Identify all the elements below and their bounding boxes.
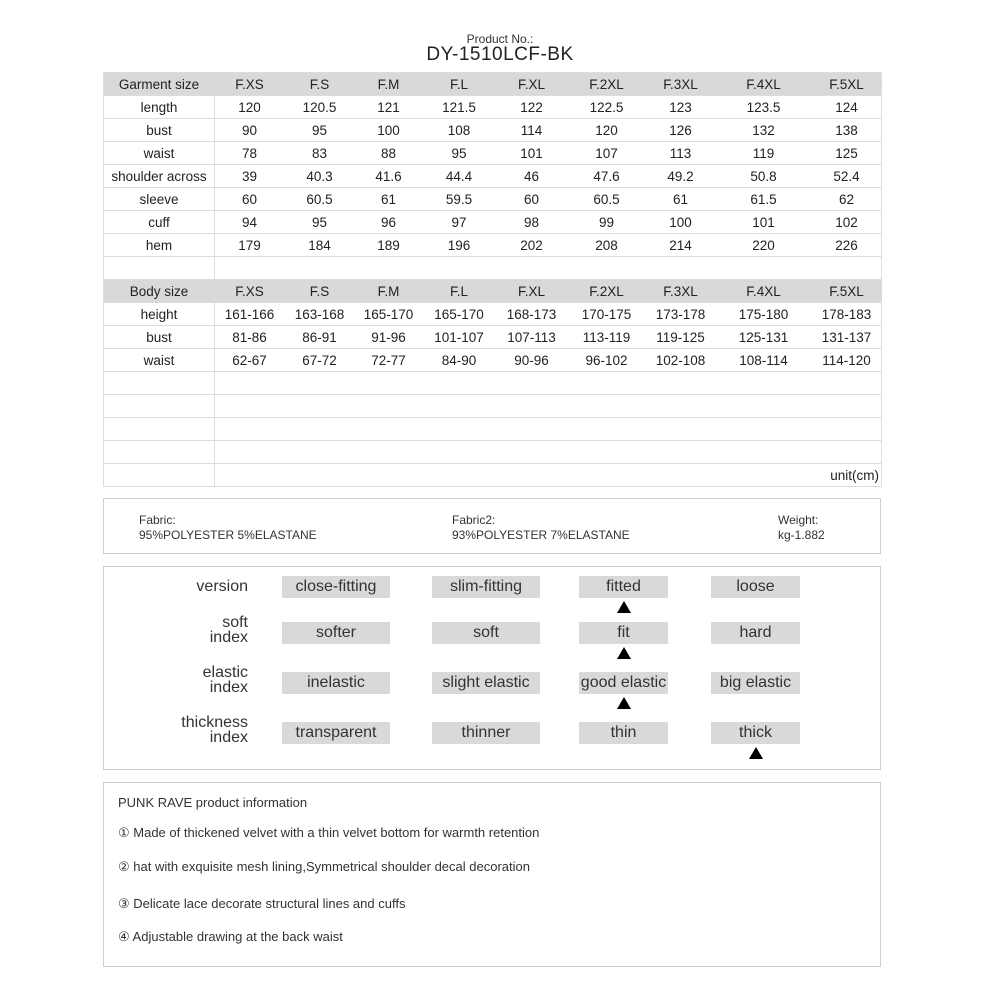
index-option: thin <box>579 722 668 744</box>
info-item: ④ Adjustable drawing at the back waist <box>118 929 343 944</box>
table-cell: 121.5 <box>423 96 496 119</box>
row-label: shoulder across <box>104 165 215 188</box>
table-cell: 165-170 <box>355 303 423 326</box>
index-option: soft <box>432 622 540 644</box>
table-cell: 132 <box>716 119 812 142</box>
index-option: big elastic <box>711 672 800 694</box>
row-label: cuff <box>104 211 215 234</box>
index-option: slight elastic <box>432 672 540 694</box>
row-label: waist <box>104 349 215 372</box>
blank-cell <box>104 441 215 464</box>
blank-cell <box>104 257 215 280</box>
blank-cell <box>215 418 882 441</box>
fabric1 <box>139 513 317 543</box>
table-cell: 100 <box>355 119 423 142</box>
table-cell: 108 <box>423 119 496 142</box>
info-item: ② hat with exquisite mesh lining,Symmetrical shoulder decal decoration <box>118 859 530 874</box>
table-cell: 101 <box>496 142 568 165</box>
table-row <box>104 142 882 165</box>
index-label-line: index <box>209 629 248 646</box>
unit-label: unit(cm) <box>215 464 882 487</box>
table-cell: 131-137 <box>812 326 882 349</box>
fabric2 <box>452 513 630 543</box>
table-cell: 163-168 <box>285 303 355 326</box>
index-option: good elastic <box>579 672 668 694</box>
table-cell: 120 <box>568 119 646 142</box>
table-header-row <box>104 280 882 303</box>
table-cell: 125 <box>812 142 882 165</box>
index-option: loose <box>711 576 800 598</box>
table-cell: 113 <box>646 142 716 165</box>
table-cell: 40.3 <box>285 165 355 188</box>
table-header-row <box>104 73 882 96</box>
table-cell: 173-178 <box>646 303 716 326</box>
index-label <box>128 615 248 645</box>
table-cell: 189 <box>355 234 423 257</box>
table-cell: 102-108 <box>646 349 716 372</box>
weight-label: Weight: <box>778 513 819 527</box>
table-cell: F.S <box>285 280 355 303</box>
table-row <box>104 165 882 188</box>
table-cell: 99 <box>568 211 646 234</box>
table-cell: 175-180 <box>716 303 812 326</box>
blank-cell <box>104 372 215 395</box>
table-cell: 91-96 <box>355 326 423 349</box>
table-cell: 59.5 <box>423 188 496 211</box>
table-cell: F.XS <box>215 280 285 303</box>
index-label <box>128 665 248 695</box>
table-cell: 84-90 <box>423 349 496 372</box>
index-option: thick <box>711 722 800 744</box>
index-label-line: version <box>196 578 248 595</box>
table-cell: 123.5 <box>716 96 812 119</box>
table-row <box>104 211 882 234</box>
table-cell: 107-113 <box>496 326 568 349</box>
table-cell: 62-67 <box>215 349 285 372</box>
fabric1-label: Fabric: <box>139 513 176 527</box>
index-label-line: soft <box>222 614 248 631</box>
fabric2-value: 93%POLYESTER 7%ELASTANE <box>452 528 630 542</box>
info-item: ③ Delicate lace decorate structural lines and cuffs <box>118 896 406 911</box>
table-cell: 41.6 <box>355 165 423 188</box>
table-cell: 90-96 <box>496 349 568 372</box>
table-row <box>104 188 882 211</box>
index-label <box>128 579 248 594</box>
table-blank-row <box>104 441 882 464</box>
table-cell: 98 <box>496 211 568 234</box>
row-label: Garment size <box>104 73 215 96</box>
table-cell: 113-119 <box>568 326 646 349</box>
table-cell: 100 <box>646 211 716 234</box>
table-cell: F.3XL <box>646 73 716 96</box>
index-label-line: thickness <box>181 714 248 731</box>
table-cell: 122.5 <box>568 96 646 119</box>
table-cell: F.5XL <box>812 280 882 303</box>
table-cell: 107 <box>568 142 646 165</box>
info-title: PUNK RAVE product information <box>118 795 308 810</box>
table-cell: 61 <box>355 188 423 211</box>
table-row <box>104 326 882 349</box>
table-cell: 95 <box>285 211 355 234</box>
table-cell: 61.5 <box>716 188 812 211</box>
table-cell: 62 <box>812 188 882 211</box>
table-blank-row <box>104 372 882 395</box>
table-cell: 119 <box>716 142 812 165</box>
blank-cell <box>104 418 215 441</box>
table-cell: 220 <box>716 234 812 257</box>
table-cell: 39 <box>215 165 285 188</box>
table-cell: 138 <box>812 119 882 142</box>
table-cell: 72-77 <box>355 349 423 372</box>
blank-cell <box>215 257 882 280</box>
table-cell: 52.4 <box>812 165 882 188</box>
table-cell: F.2XL <box>568 280 646 303</box>
selected-marker-icon <box>617 697 631 709</box>
blank-cell <box>104 464 215 487</box>
blank-cell <box>104 395 215 418</box>
table-cell: 178-183 <box>812 303 882 326</box>
table-cell: 121 <box>355 96 423 119</box>
index-option: thinner <box>432 722 540 744</box>
index-label-line: index <box>209 729 248 746</box>
index-option: close-fitting <box>282 576 390 598</box>
fabric-info-box <box>103 498 881 554</box>
table-cell: F.L <box>423 280 496 303</box>
blank-cell <box>215 395 882 418</box>
index-label-line: elastic <box>202 664 248 681</box>
table-cell: 122 <box>496 96 568 119</box>
product-number-label: Product No.: <box>466 32 534 46</box>
row-label: sleeve <box>104 188 215 211</box>
table-cell: 161-166 <box>215 303 285 326</box>
table-cell: F.5XL <box>812 73 882 96</box>
table-cell: 97 <box>423 211 496 234</box>
fabric1-value: 95%POLYESTER 5%ELASTANE <box>139 528 317 542</box>
table-cell: 226 <box>812 234 882 257</box>
fabric2-label: Fabric2: <box>452 513 496 527</box>
blank-cell <box>215 372 882 395</box>
table-row <box>104 303 882 326</box>
product-number: DY-1510LCF-BK <box>426 44 574 65</box>
weight <box>778 513 825 543</box>
table-cell: 196 <box>423 234 496 257</box>
table-cell: 214 <box>646 234 716 257</box>
table-cell: 60.5 <box>568 188 646 211</box>
fit-index-box <box>103 566 881 770</box>
table-cell: 90 <box>215 119 285 142</box>
table-cell: 61 <box>646 188 716 211</box>
table-cell: 67-72 <box>285 349 355 372</box>
row-label: bust <box>104 326 215 349</box>
table-blank-row <box>104 464 882 487</box>
row-label: length <box>104 96 215 119</box>
table-cell: F.XL <box>496 280 568 303</box>
table-cell: 96 <box>355 211 423 234</box>
table-cell: F.M <box>355 73 423 96</box>
table-blank-row <box>104 395 882 418</box>
table-cell: F.M <box>355 280 423 303</box>
table-cell: 60 <box>496 188 568 211</box>
table-cell: F.XS <box>215 73 285 96</box>
selected-marker-icon <box>749 747 763 759</box>
table-cell: 78 <box>215 142 285 165</box>
index-label-line: index <box>209 679 248 696</box>
table-row <box>104 96 882 119</box>
index-option: fitted <box>579 576 668 598</box>
table-cell: 50.8 <box>716 165 812 188</box>
index-option: softer <box>282 622 390 644</box>
table-cell: 81-86 <box>215 326 285 349</box>
table-cell: 123 <box>646 96 716 119</box>
row-label: height <box>104 303 215 326</box>
table-cell: F.3XL <box>646 280 716 303</box>
info-item: ① Made of thickened velvet with a thin velvet bottom for warmth retention <box>118 825 540 840</box>
row-label: waist <box>104 142 215 165</box>
table-cell: 202 <box>496 234 568 257</box>
table-cell: 168-173 <box>496 303 568 326</box>
table-cell: 60.5 <box>285 188 355 211</box>
table-cell: 126 <box>646 119 716 142</box>
selected-marker-icon <box>617 647 631 659</box>
product-info-box <box>103 782 881 967</box>
table-cell: 86-91 <box>285 326 355 349</box>
table-cell: 83 <box>285 142 355 165</box>
table-cell: 101 <box>716 211 812 234</box>
table-row <box>104 119 882 142</box>
table-cell: 170-175 <box>568 303 646 326</box>
table-blank-row <box>104 257 882 280</box>
table-cell: 94 <box>215 211 285 234</box>
table-row <box>104 349 882 372</box>
index-label <box>128 715 248 745</box>
table-cell: 95 <box>285 119 355 142</box>
row-label: bust <box>104 119 215 142</box>
size-table <box>103 72 882 487</box>
table-cell: 101-107 <box>423 326 496 349</box>
table-cell: 88 <box>355 142 423 165</box>
table-cell: 47.6 <box>568 165 646 188</box>
table-cell: 125-131 <box>716 326 812 349</box>
table-cell: 96-102 <box>568 349 646 372</box>
selected-marker-icon <box>617 601 631 613</box>
index-option: fit <box>579 622 668 644</box>
table-cell: 120.5 <box>285 96 355 119</box>
table-cell: 208 <box>568 234 646 257</box>
weight-value: kg-1.882 <box>778 528 825 542</box>
table-cell: 44.4 <box>423 165 496 188</box>
table-cell: 120 <box>215 96 285 119</box>
index-option: transparent <box>282 722 390 744</box>
table-cell: 49.2 <box>646 165 716 188</box>
index-option: slim-fitting <box>432 576 540 598</box>
table-cell: 46 <box>496 165 568 188</box>
table-cell: 179 <box>215 234 285 257</box>
table-cell: F.4XL <box>716 73 812 96</box>
table-cell: 114 <box>496 119 568 142</box>
table-cell: F.S <box>285 73 355 96</box>
table-cell: 114-120 <box>812 349 882 372</box>
index-option: hard <box>711 622 800 644</box>
table-cell: 60 <box>215 188 285 211</box>
row-label: hem <box>104 234 215 257</box>
table-cell: F.4XL <box>716 280 812 303</box>
table-blank-row <box>104 418 882 441</box>
table-cell: F.XL <box>496 73 568 96</box>
blank-cell <box>215 441 882 464</box>
table-cell: 184 <box>285 234 355 257</box>
table-cell: 119-125 <box>646 326 716 349</box>
index-option: inelastic <box>282 672 390 694</box>
table-row <box>104 234 882 257</box>
row-label: Body size <box>104 280 215 303</box>
table-cell: F.2XL <box>568 73 646 96</box>
table-cell: 102 <box>812 211 882 234</box>
table-cell: 108-114 <box>716 349 812 372</box>
table-cell: 165-170 <box>423 303 496 326</box>
table-cell: 124 <box>812 96 882 119</box>
table-cell: 95 <box>423 142 496 165</box>
table-cell: F.L <box>423 73 496 96</box>
